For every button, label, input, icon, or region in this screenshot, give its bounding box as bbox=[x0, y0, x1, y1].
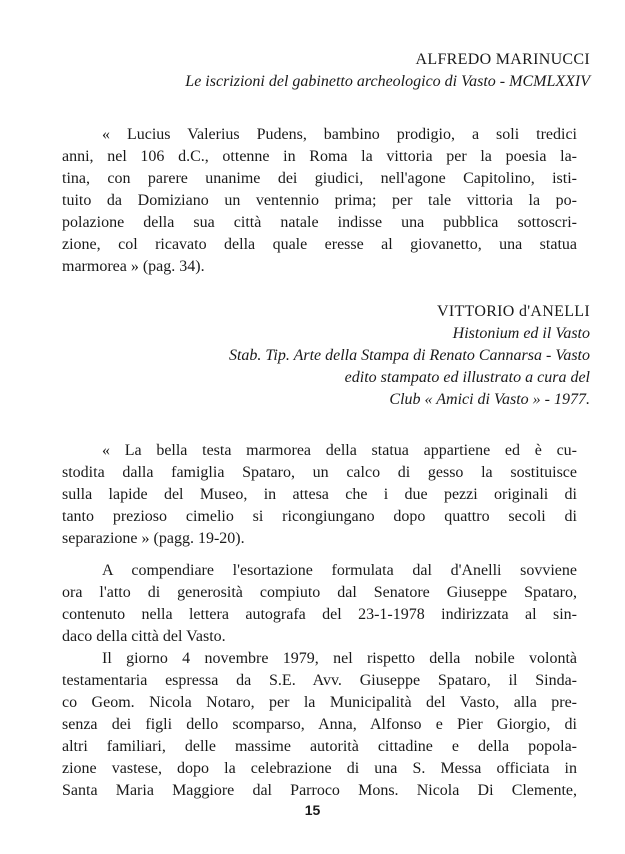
text-line: « La bella testa marmorea della statua appartiene ed è cu- bbox=[102, 442, 577, 459]
text-line: marmorea » (pag. 34). bbox=[62, 258, 205, 275]
quote-paragraph-danelli bbox=[62, 440, 577, 550]
text-line: stodita dalla famiglia Spataro, un calco di gesso la sostituisce bbox=[62, 464, 577, 481]
reference-publisher: Stab. Tip. Arte della Stampa di Renato Cannarsa - Vasto bbox=[228, 347, 590, 364]
text-line: tina, con parere unanime dei giudici, nell'agone Capitolino, isti- bbox=[62, 170, 577, 187]
text-line: senza dei figli dello scomparso, Anna, Alfonso e Pier Giorgio, di bbox=[62, 716, 577, 733]
text-line: daco della città del Vasto. bbox=[62, 628, 226, 645]
reference-block-danelli bbox=[229, 301, 590, 411]
body-paragraph-novembre bbox=[62, 648, 577, 802]
reference-club: Club « Amici di Vasto » - 1977. bbox=[389, 391, 590, 408]
text-line: zione vastese, dopo la celebrazione di una S. Messa officiata in bbox=[62, 760, 577, 777]
text-line: co Geom. Nicola Notaro, per la Municipalità del Vasto, alla pre- bbox=[62, 694, 577, 711]
text-line: separazione » (pagg. 19-20). bbox=[62, 530, 245, 547]
text-line: « Lucius Valerius Pudens, bambino prodigio, a soli tredici bbox=[102, 126, 577, 143]
text-line: zione, col ricavato della quale eresse al giovanetto, una statua bbox=[62, 236, 577, 253]
reference-block-marinucci bbox=[185, 49, 590, 93]
text-line: tanto prezioso cimelio si ricongiungano dopo quattro secoli di bbox=[62, 508, 577, 525]
text-line: A compendiare l'esortazione formulata dal d'Anelli sovviene bbox=[102, 562, 577, 579]
text-line: anni, nel 106 d.C., ottenne in Roma la vittoria per la poesia la- bbox=[62, 148, 577, 165]
reference-title: Le iscrizioni del gabinetto archeologico di Vasto - MCMLXXIV bbox=[185, 73, 590, 90]
text-line: sulla lapide del Museo, in attesa che i due pezzi originali di bbox=[62, 486, 577, 503]
text-line: altri familiari, delle massime autorità cittadine e della popola- bbox=[62, 738, 577, 755]
text-line: ora l'atto di generosità compiuto dal Senatore Giuseppe Spataro, bbox=[62, 584, 577, 601]
text-line: contenuto nella lettera autografa del 23-1-1978 indirizzata al sin- bbox=[62, 606, 577, 623]
body-paragraph-compendiare bbox=[62, 560, 577, 648]
text-line: polazione della sua città natale indisse una pubblica sottoscri- bbox=[62, 214, 577, 231]
reference-author: VITTORIO d'ANELLI bbox=[437, 303, 590, 320]
reference-author: ALFREDO MARINUCCI bbox=[415, 51, 590, 68]
page-number: 15 bbox=[304, 802, 321, 818]
text-line: tuito da Domiziano un ventennio prima; per tale vittoria la po- bbox=[62, 192, 577, 209]
reference-edition: edito stampato ed illustrato a cura del bbox=[344, 369, 590, 386]
text-line: Il giorno 4 novembre 1979, nel rispetto della nobile volontà bbox=[102, 650, 577, 667]
quote-paragraph-marinucci bbox=[62, 124, 577, 278]
reference-title: Histonium ed il Vasto bbox=[452, 325, 590, 342]
text-line: testamentaria espressa da S.E. Avv. Giuseppe Spataro, il Sinda- bbox=[62, 672, 577, 689]
text-line: Santa Maria Maggiore dal Parroco Mons. Nicola Di Clemente, bbox=[62, 782, 577, 799]
